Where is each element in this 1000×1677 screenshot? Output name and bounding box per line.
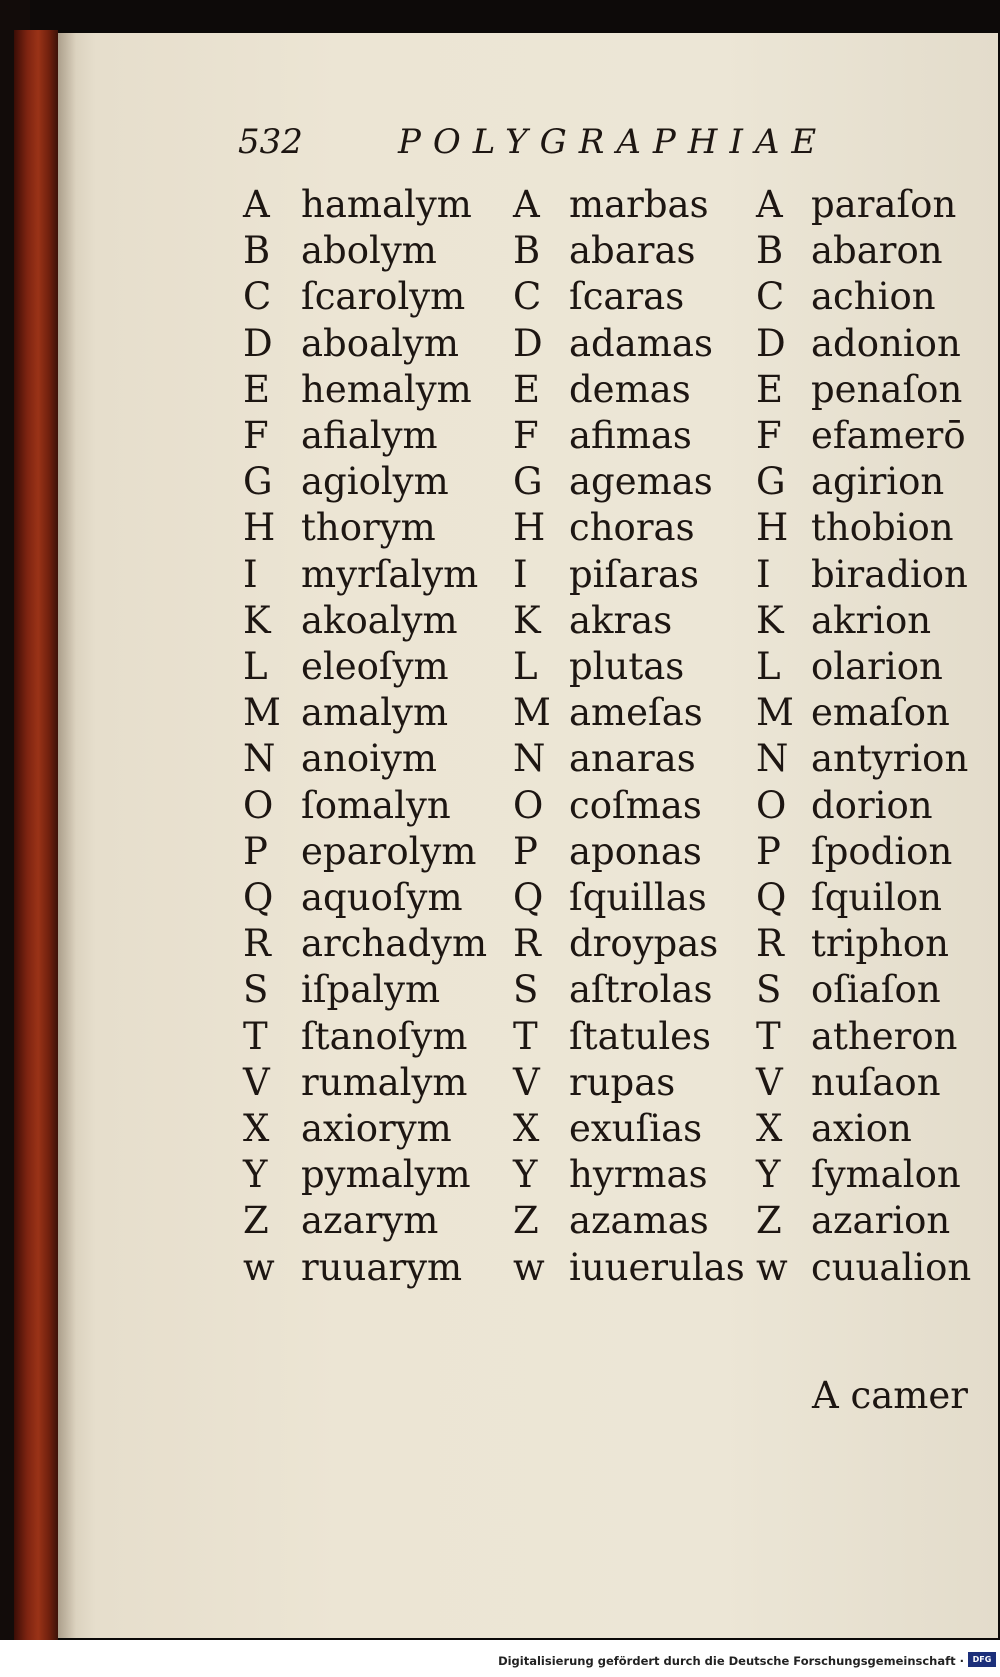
cipher-letter: L <box>243 645 268 688</box>
cipher-word: azamas <box>569 1199 709 1243</box>
cipher-word: emaſon <box>811 691 950 735</box>
cipher-word: ſtanoſym <box>301 1014 468 1058</box>
dfg-logo: DFG <box>968 1652 996 1667</box>
cipher-letter: N <box>756 737 789 781</box>
cipher-word: cuualion <box>811 1245 972 1289</box>
cipher-letter: C <box>756 275 785 319</box>
cipher-word: ſomalyn <box>301 783 451 827</box>
cipher-word: azarym <box>301 1199 439 1243</box>
cipher-word: pymalym <box>301 1153 471 1197</box>
cipher-letter: L <box>756 645 781 688</box>
cipher-word: abaras <box>569 229 696 273</box>
cipher-word: exuſias <box>569 1107 703 1150</box>
cipher-word: biradion <box>811 552 968 596</box>
cipher-letter: Q <box>513 876 544 919</box>
cipher-letter: R <box>513 922 541 966</box>
cipher-word: plutas <box>569 645 685 688</box>
running-title: POLYGRAPHIAE <box>398 122 829 162</box>
cipher-word: axiorym <box>301 1107 452 1150</box>
cipher-word: droypas <box>569 922 719 966</box>
cipher-letter: F <box>243 414 269 457</box>
cipher-word: iſpalym <box>301 968 441 1012</box>
cipher-letter: E <box>243 367 271 411</box>
cipher-letter: C <box>513 275 542 319</box>
cipher-word: triphon <box>811 922 950 966</box>
cipher-word: anaras <box>569 737 696 781</box>
cipher-letter: G <box>513 460 543 504</box>
cipher-letter: D <box>756 321 786 365</box>
cipher-word: thobion <box>811 506 954 550</box>
cipher-letter: O <box>756 783 787 827</box>
cipher-letter: S <box>513 968 539 1012</box>
cipher-letter: K <box>513 598 541 642</box>
cipher-word: paraſon <box>811 183 957 226</box>
cipher-word: archadym <box>301 922 488 966</box>
cipher-word: piſaras <box>569 552 700 596</box>
cipher-word: rupas <box>569 1060 676 1104</box>
cipher-letter: H <box>513 506 546 550</box>
cipher-letter: N <box>243 737 276 781</box>
cipher-letter: A <box>513 183 540 226</box>
cipher-letter: T <box>513 1014 538 1058</box>
cipher-word: amalym <box>301 691 449 735</box>
cipher-word: ruuarym <box>301 1245 463 1289</box>
catchword: A camer <box>812 1374 968 1417</box>
cipher-word: ſcarolym <box>301 275 466 319</box>
cipher-letter: Z <box>243 1199 269 1243</box>
cipher-letter: S <box>243 968 269 1012</box>
cipher-letter: Y <box>513 1153 538 1197</box>
cipher-letter: Z <box>756 1199 782 1243</box>
cipher-letter: G <box>243 460 273 504</box>
cipher-letter: w <box>513 1245 545 1289</box>
cipher-word: rumalym <box>301 1060 468 1104</box>
cipher-word: marbas <box>569 183 709 226</box>
cipher-letter: B <box>513 229 541 273</box>
cipher-letter: D <box>243 321 273 365</box>
cipher-letter: D <box>513 321 543 365</box>
cipher-word: ſpodion <box>811 829 953 873</box>
cipher-word: adamas <box>569 321 713 365</box>
cipher-letter: M <box>243 691 281 735</box>
cipher-word: anoiym <box>301 737 437 781</box>
digitization-credit: Digitalisierung gefördert durch die Deutsche Forschungsgemeinschaft · <box>498 1654 964 1668</box>
cipher-letter: F <box>756 414 782 457</box>
cipher-letter: T <box>756 1014 781 1058</box>
cipher-word: agirion <box>811 460 945 504</box>
cipher-word: myrſalym <box>301 552 479 596</box>
cipher-letter: X <box>243 1107 270 1150</box>
cipher-word: aquoſym <box>301 876 463 919</box>
cipher-word: atheron <box>811 1014 958 1058</box>
cipher-word: agiolym <box>301 460 449 504</box>
cipher-word: agemas <box>569 460 713 504</box>
cipher-letter: Q <box>243 876 274 919</box>
cipher-letter: X <box>513 1107 540 1150</box>
cipher-letter: R <box>243 922 271 966</box>
cipher-letter: A <box>756 183 783 226</box>
cipher-word: oſiaſon <box>811 968 941 1012</box>
cipher-word: adonion <box>811 321 961 365</box>
cipher-letter: O <box>243 783 274 827</box>
cipher-word: aboalym <box>301 321 459 365</box>
cipher-letter: A <box>243 183 270 226</box>
cipher-word: coſmas <box>569 783 702 827</box>
cipher-letter: L <box>513 645 538 688</box>
cipher-letter: V <box>756 1060 783 1104</box>
cipher-word: ſcaras <box>569 275 685 319</box>
cipher-letter: S <box>756 968 782 1012</box>
cipher-word: axion <box>811 1107 912 1150</box>
cipher-letter: E <box>513 367 541 411</box>
cipher-letter: w <box>756 1245 788 1289</box>
scan-border-top <box>0 0 1000 30</box>
cipher-letter: Y <box>243 1153 268 1197</box>
cipher-word: iuuerulas <box>569 1245 745 1289</box>
cipher-letter: P <box>513 829 538 873</box>
cipher-letter: M <box>756 691 794 735</box>
page-number: 532 <box>238 122 303 162</box>
cipher-letter: O <box>513 783 544 827</box>
cipher-letter: N <box>513 737 546 781</box>
cipher-letter: Q <box>756 876 787 919</box>
cipher-word: akrion <box>811 598 932 642</box>
cipher-word: akoalym <box>301 598 458 642</box>
cipher-letter: Z <box>513 1199 539 1243</box>
cipher-letter: w <box>243 1245 275 1289</box>
cipher-word: dorion <box>811 783 933 827</box>
cipher-word: hyrmas <box>569 1153 708 1197</box>
cipher-word: afimas <box>569 414 692 457</box>
cipher-word: ſymalon <box>811 1153 961 1197</box>
cipher-letter: C <box>243 275 272 319</box>
cipher-word: penaſon <box>811 367 963 411</box>
cipher-letter: V <box>513 1060 540 1104</box>
cipher-word: choras <box>569 506 695 550</box>
cipher-word: aponas <box>569 829 702 873</box>
cipher-word: ſtatules <box>569 1014 712 1058</box>
cipher-word: afialym <box>301 414 438 457</box>
gutter-shadow <box>58 33 76 1638</box>
cipher-letter: Y <box>756 1153 781 1197</box>
cipher-word: ſquilon <box>811 876 942 919</box>
cipher-letter: M <box>513 691 551 735</box>
cipher-letter: I <box>756 552 771 596</box>
cipher-word: antyrion <box>811 737 969 781</box>
cipher-letter: G <box>756 460 786 504</box>
cipher-letter: P <box>756 829 781 873</box>
cipher-letter: B <box>243 229 271 273</box>
cipher-letter: F <box>513 414 539 457</box>
cipher-letter: I <box>243 552 258 596</box>
cipher-letter: H <box>756 506 789 550</box>
cipher-word: achion <box>811 275 936 319</box>
cipher-word: abaron <box>811 229 943 273</box>
cipher-letter: E <box>756 367 784 411</box>
cipher-word: hemalym <box>301 367 472 411</box>
cipher-word: demas <box>569 367 691 411</box>
cipher-word: azarion <box>811 1199 951 1243</box>
cipher-word: aſtrolas <box>569 968 713 1012</box>
cipher-word: ſquillas <box>569 876 707 919</box>
page-edge <box>14 30 58 1640</box>
cipher-letter: K <box>243 598 271 642</box>
cipher-letter: B <box>756 229 784 273</box>
cipher-word: akras <box>569 598 673 642</box>
cipher-word: eleoſym <box>301 645 449 688</box>
cipher-letter: T <box>243 1014 268 1058</box>
cipher-word: thorym <box>301 506 436 550</box>
cipher-letter: X <box>756 1107 783 1150</box>
cipher-letter: K <box>756 598 784 642</box>
cipher-word: nuſaon <box>811 1060 941 1104</box>
cipher-word: hamalym <box>301 183 472 226</box>
cipher-word: ameſas <box>569 691 703 735</box>
cipher-letter: R <box>756 922 784 966</box>
cipher-letter: H <box>243 506 276 550</box>
cipher-letter: V <box>243 1060 270 1104</box>
cipher-word: eparolym <box>301 829 477 873</box>
cipher-letter: P <box>243 829 268 873</box>
cipher-letter: I <box>513 552 528 596</box>
cipher-word: efamerō <box>811 414 966 457</box>
cipher-word: olarion <box>811 645 943 688</box>
cipher-word: abolym <box>301 229 437 273</box>
